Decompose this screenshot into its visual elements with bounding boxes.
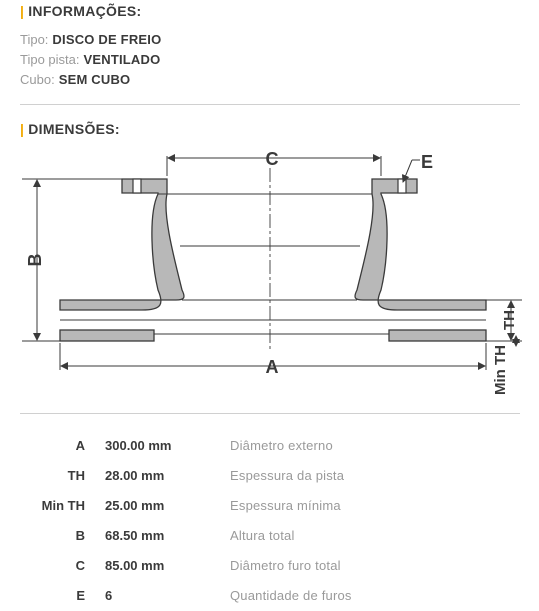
bolt-holes bbox=[133, 179, 406, 193]
section-divider bbox=[20, 104, 520, 105]
info-row-track-type bbox=[20, 52, 160, 67]
dim-label-b: B bbox=[25, 253, 45, 267]
spec-description: Espessura da pista bbox=[230, 468, 345, 483]
spec-value: 28.00 mm bbox=[105, 468, 165, 483]
spec-row bbox=[0, 528, 539, 550]
dim-label-c: C bbox=[265, 149, 279, 169]
spec-row bbox=[0, 498, 539, 520]
hidden-lines bbox=[60, 194, 486, 334]
dim-label-e: E bbox=[421, 152, 434, 172]
spec-code: A bbox=[75, 438, 85, 453]
spec-value: 300.00 mm bbox=[105, 438, 172, 453]
spec-row bbox=[0, 468, 539, 490]
spec-row bbox=[0, 558, 539, 580]
spec-code: TH bbox=[67, 468, 85, 483]
info-row-hub bbox=[20, 72, 130, 87]
info-title-text: INFORMAÇÕES: bbox=[28, 3, 142, 19]
spec-row bbox=[0, 438, 539, 460]
section-divider bbox=[20, 413, 520, 414]
spec-code: Min TH bbox=[41, 498, 85, 513]
info-section-title bbox=[20, 3, 141, 19]
spec-row bbox=[0, 588, 539, 610]
spec-code: C bbox=[75, 558, 85, 573]
info-value: VENTILADO bbox=[83, 52, 161, 67]
dimensions-title-text: DIMENSÕES: bbox=[28, 121, 120, 137]
spec-value: 6 bbox=[105, 588, 113, 603]
info-row-type bbox=[20, 32, 161, 47]
spec-value: 85.00 mm bbox=[105, 558, 165, 573]
dimensions-section-title bbox=[20, 121, 120, 137]
info-label: Tipo pista: bbox=[20, 52, 80, 67]
disc-cross-section bbox=[60, 179, 486, 341]
spec-value: 25.00 mm bbox=[105, 498, 165, 513]
dim-label-a: A bbox=[265, 357, 279, 377]
spec-description: Diâmetro externo bbox=[230, 438, 333, 453]
spec-description: Quantidade de furos bbox=[230, 588, 352, 603]
right-hat-section bbox=[355, 179, 486, 310]
left-lower-plate bbox=[60, 330, 154, 341]
left-bolt-hole bbox=[133, 179, 141, 193]
info-label: Tipo: bbox=[20, 32, 49, 47]
spec-description: Diâmetro furo total bbox=[230, 558, 341, 573]
accent-bar: | bbox=[20, 3, 25, 19]
brake-disc-diagram bbox=[0, 140, 539, 405]
info-value: SEM CUBO bbox=[58, 72, 131, 87]
spec-description: Espessura mínima bbox=[230, 498, 341, 513]
dim-label-min-th: Min TH bbox=[492, 345, 509, 395]
right-lower-plate bbox=[389, 330, 486, 341]
info-label: Cubo: bbox=[20, 72, 55, 87]
info-value: DISCO DE FREIO bbox=[52, 32, 162, 47]
left-hat-section bbox=[60, 179, 184, 310]
spec-description: Altura total bbox=[230, 528, 295, 543]
dim-label-th: TH bbox=[501, 310, 518, 330]
right-bolt-hole bbox=[398, 179, 406, 193]
spec-code: E bbox=[76, 588, 85, 603]
spec-value: 68.50 mm bbox=[105, 528, 165, 543]
accent-bar: | bbox=[20, 121, 25, 137]
spec-code: B bbox=[75, 528, 85, 543]
